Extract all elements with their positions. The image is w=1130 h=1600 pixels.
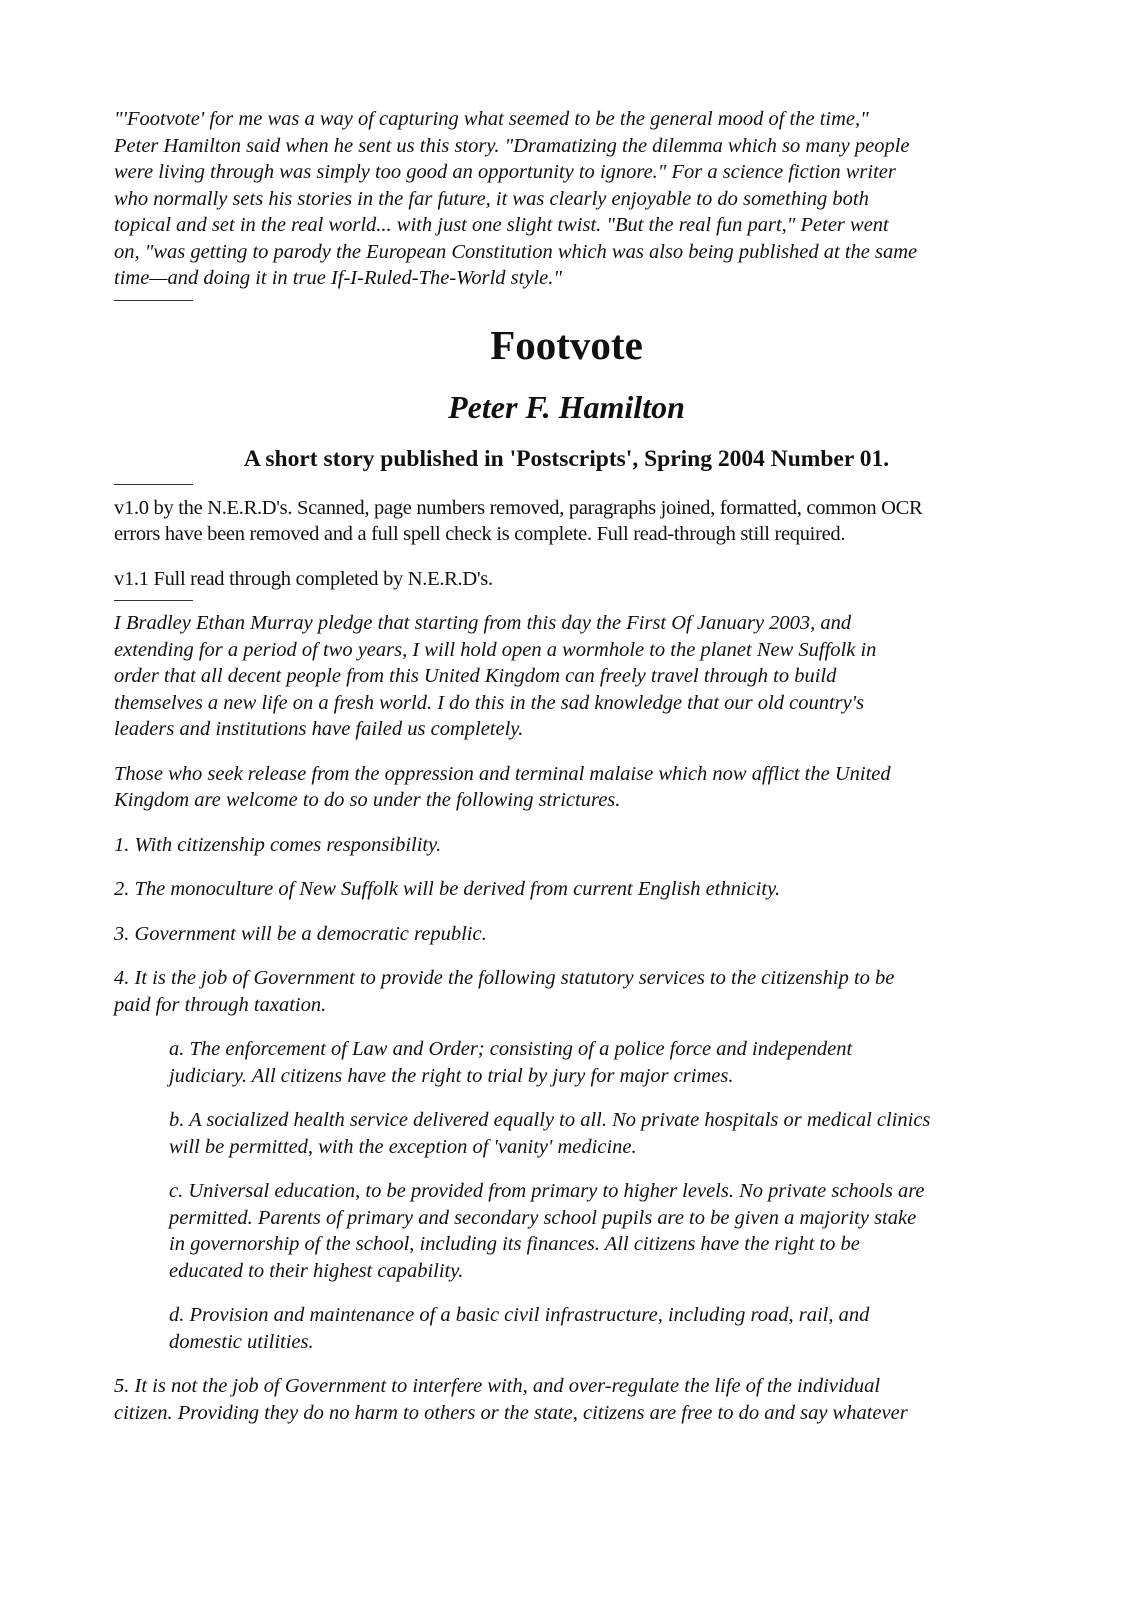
text-line: Kingdom are welcome to do so under the following strictures.: [114, 789, 621, 811]
text-line: themselves a new life on a fresh world. I do this in the sad knowledge that our old country's: [114, 691, 865, 714]
stricture-item: [114, 876, 1019, 903]
story-title: Footvote: [490, 321, 643, 368]
intro-line: were living through was simply too good an opportunity to ignore." For a science fiction writer: [114, 161, 896, 183]
text-line: judiciary. All citizens have the right to trial by jury for major crimes.: [169, 1064, 734, 1087]
text-line: a. The enforcement of Law and Order; consisting of a police force and independent: [169, 1038, 853, 1060]
note-line: v1.1 Full read through completed by N.E.R.D's.: [114, 567, 493, 590]
sub-item: [114, 1302, 1019, 1355]
text-line: paid for through taxation.: [114, 993, 327, 1016]
text-line: leaders and institutions have failed us completely.: [114, 718, 524, 740]
text-line: 1. With citizenship comes responsibility.: [114, 833, 442, 856]
section-divider: [114, 484, 193, 485]
document-page: [114, 106, 1019, 1426]
text-line: 4. It is the job of Government to provide the following statutory services to the citizenship to be: [114, 967, 895, 989]
author-name: Peter F. Hamilton: [448, 388, 685, 425]
section-divider: [114, 600, 193, 601]
sub-item: [114, 1107, 1019, 1160]
intro-line: topical and set in the real world... with just one slight twist. "But the real fun part," Peter went: [114, 214, 889, 236]
version-note: [114, 566, 1019, 593]
text-line: extending for a period of two years, I will hold open a wormhole to the planet New Suffolk in: [114, 638, 877, 661]
note-line: v1.0 by the N.E.R.D's. Scanned, page numbers removed, paragraphs joined, formatted, common OCR: [114, 496, 923, 519]
text-line: permitted. Parents of primary and secondary school pupils are to be given a majority stake: [169, 1206, 917, 1229]
text-line: will be permitted, with the exception of 'vanity' medicine.: [169, 1135, 637, 1158]
text-line: Those who seek release from the oppression and terminal malaise which now afflict the United: [114, 762, 891, 785]
text-line: 2. The monoculture of New Suffolk will be derived from current English ethnicity.: [114, 878, 781, 900]
text-line: 3. Government will be a democratic republic.: [114, 922, 487, 945]
stricture-item: [114, 921, 1019, 948]
text-line: I Bradley Ethan Murray pledge that starting from this day the First Of January 2003, and: [114, 612, 852, 634]
intro-line: on, "was getting to parody the European Constitution which was also being published at the same: [114, 240, 918, 263]
intro-line: Peter Hamilton said when he sent us this story. "Dramatizing the dilemma which so many people: [114, 134, 910, 157]
text-line: citizen. Providing they do no harm to others or the state, citizens are free to do and say whatever: [114, 1401, 908, 1424]
text-line: order that all decent people from this United Kingdom can freely travel through to build: [114, 665, 837, 687]
text-line: in governorship of the school, including its finances. All citizens have the right to be: [169, 1233, 860, 1255]
stricture-item: [114, 1373, 1019, 1426]
stricture-item: [114, 832, 1019, 859]
text-line: domestic utilities.: [169, 1330, 314, 1353]
intro-line: time—and doing it in true If-I-Ruled-The-World style.": [114, 267, 562, 289]
text-line: b. A socialized health service delivered equally to all. No private hospitals or medical clinics: [169, 1109, 931, 1131]
pledge-paragraph: [114, 610, 1019, 743]
publication-info: A short story published in 'Postscripts', Spring 2004 Number 01.: [243, 445, 890, 472]
stricture-item: [114, 965, 1019, 1018]
text-line: d. Provision and maintenance of a basic civil infrastructure, including road, rail, and: [169, 1304, 870, 1326]
sub-item: [114, 1036, 1019, 1089]
intro-paragraph: [114, 106, 1019, 292]
version-note: [114, 495, 1019, 548]
note-line: errors have been removed and a full spell check is complete. Full read-through still required.: [114, 523, 846, 545]
strictures-intro: [114, 761, 1019, 814]
text-line: 5. It is not the job of Government to interfere with, and over-regulate the life of the individual: [114, 1375, 881, 1397]
section-divider: [114, 300, 193, 301]
text-line: educated to their highest capability.: [169, 1259, 464, 1282]
intro-line: who normally sets his stories in the far future, it was clearly enjoyable to do something both: [114, 187, 869, 210]
sub-item: [114, 1178, 1019, 1284]
text-line: c. Universal education, to be provided from primary to higher levels. No private schools are: [169, 1180, 925, 1202]
intro-line: "'Footvote' for me was a way of capturing what seemed to be the general mood of the time,": [114, 108, 869, 130]
